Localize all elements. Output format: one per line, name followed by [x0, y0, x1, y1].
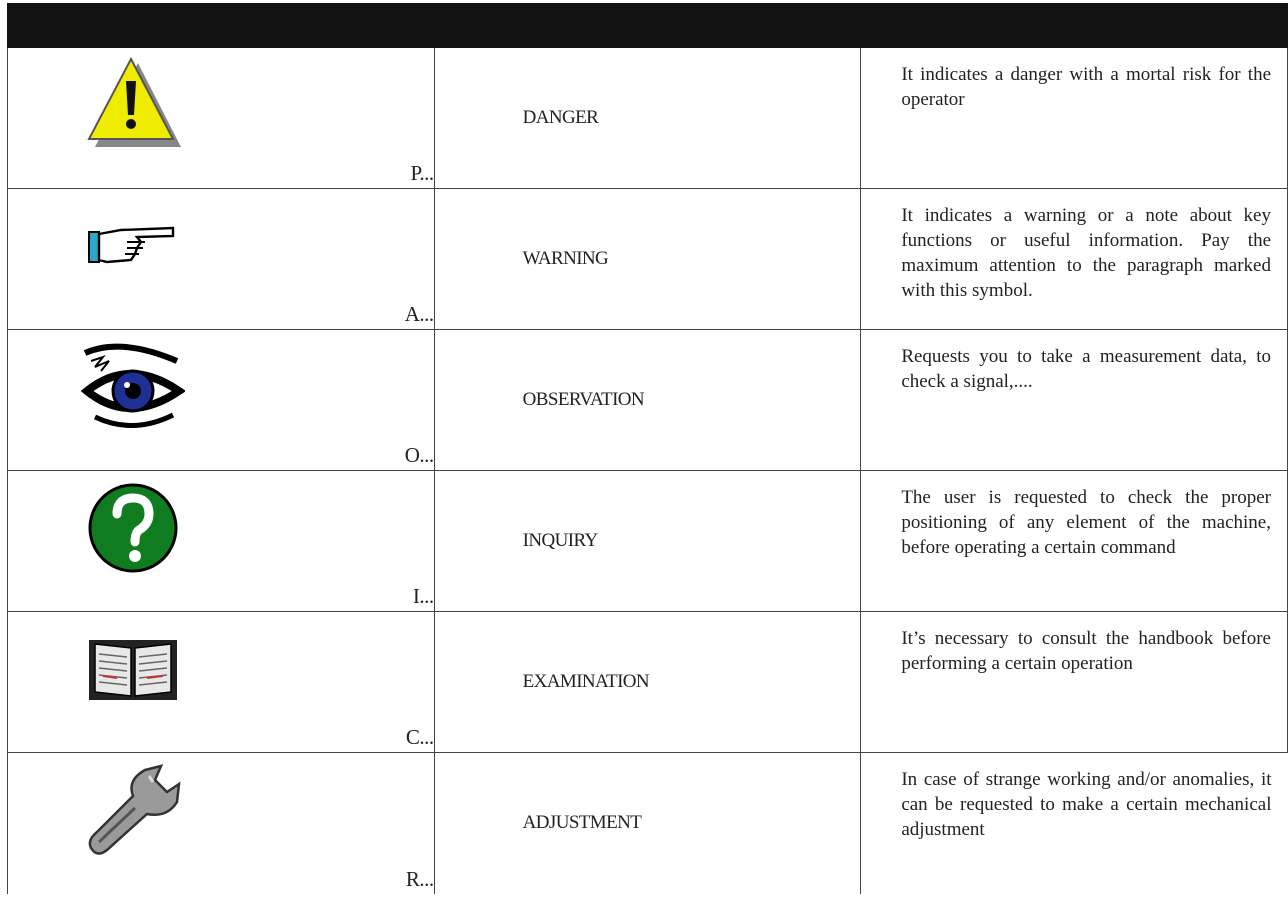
table-row — [8, 189, 1288, 330]
pointing-hand-icon — [80, 197, 186, 295]
symbol-description: It indicates a danger with a mortal risk for the operator — [901, 64, 1271, 110]
symbol-code: R... — [405, 866, 434, 891]
table-row — [8, 612, 1288, 753]
symbol-description: Requests you to take a measurement data, to check a signal,.... — [901, 346, 1271, 392]
table-row — [8, 48, 1288, 189]
eye-icon — [80, 338, 186, 436]
symbol-code: C... — [405, 725, 434, 749]
icon-cell — [8, 330, 435, 471]
name-cell — [434, 330, 861, 471]
icon-cell — [8, 48, 435, 189]
desc-cell — [861, 471, 1288, 612]
symbol-name: ADJUSTMENT — [522, 812, 642, 834]
desc-cell — [861, 48, 1288, 189]
table-row — [8, 330, 1288, 471]
table-row — [8, 471, 1288, 612]
symbol-name: INQUIRY — [522, 530, 598, 551]
icon-cell — [8, 753, 435, 894]
wrench-icon — [80, 761, 186, 859]
symbol-code: I... — [412, 584, 434, 608]
symbol-code: O... — [404, 443, 434, 467]
name-cell — [434, 471, 861, 612]
icon-cell — [8, 189, 435, 330]
icon-cell — [8, 612, 435, 753]
table-header-bar — [8, 4, 1288, 48]
symbols-table — [7, 3, 1288, 894]
name-cell — [434, 48, 861, 189]
symbol-code: P... — [410, 161, 434, 185]
name-cell — [434, 753, 861, 894]
header-cell — [8, 4, 1288, 48]
symbol-name: OBSERVATION — [522, 389, 645, 410]
desc-cell — [861, 330, 1288, 471]
question-mark-icon — [80, 479, 186, 577]
warning-triangle-icon — [80, 56, 186, 154]
desc-cell — [861, 753, 1288, 894]
table-row — [8, 753, 1288, 894]
name-cell — [434, 612, 861, 753]
symbol-description: It indicates a warning or a note about key functions or useful information. Pay the maximum attention to the paragraph marked with this symbol. — [901, 205, 1271, 301]
desc-cell — [861, 612, 1288, 753]
symbol-description: In case of strange working and/or anomalies, it can be requested to make a certain mechanical adjustment — [901, 769, 1272, 840]
symbol-description: It’s necessary to consult the handbook before performing a certain operation — [901, 628, 1271, 674]
symbol-code: A... — [404, 302, 434, 326]
open-book-icon — [80, 620, 186, 718]
symbol-name: DANGER — [522, 107, 599, 128]
desc-cell — [861, 189, 1288, 330]
symbol-name: EXAMINATION — [522, 671, 650, 692]
symbol-name: WARNING — [522, 248, 609, 269]
icon-cell — [8, 471, 435, 612]
name-cell — [434, 189, 861, 330]
symbol-description: The user is requested to check the proper positioning of any element of the machine, before operating a certain command — [901, 487, 1271, 558]
